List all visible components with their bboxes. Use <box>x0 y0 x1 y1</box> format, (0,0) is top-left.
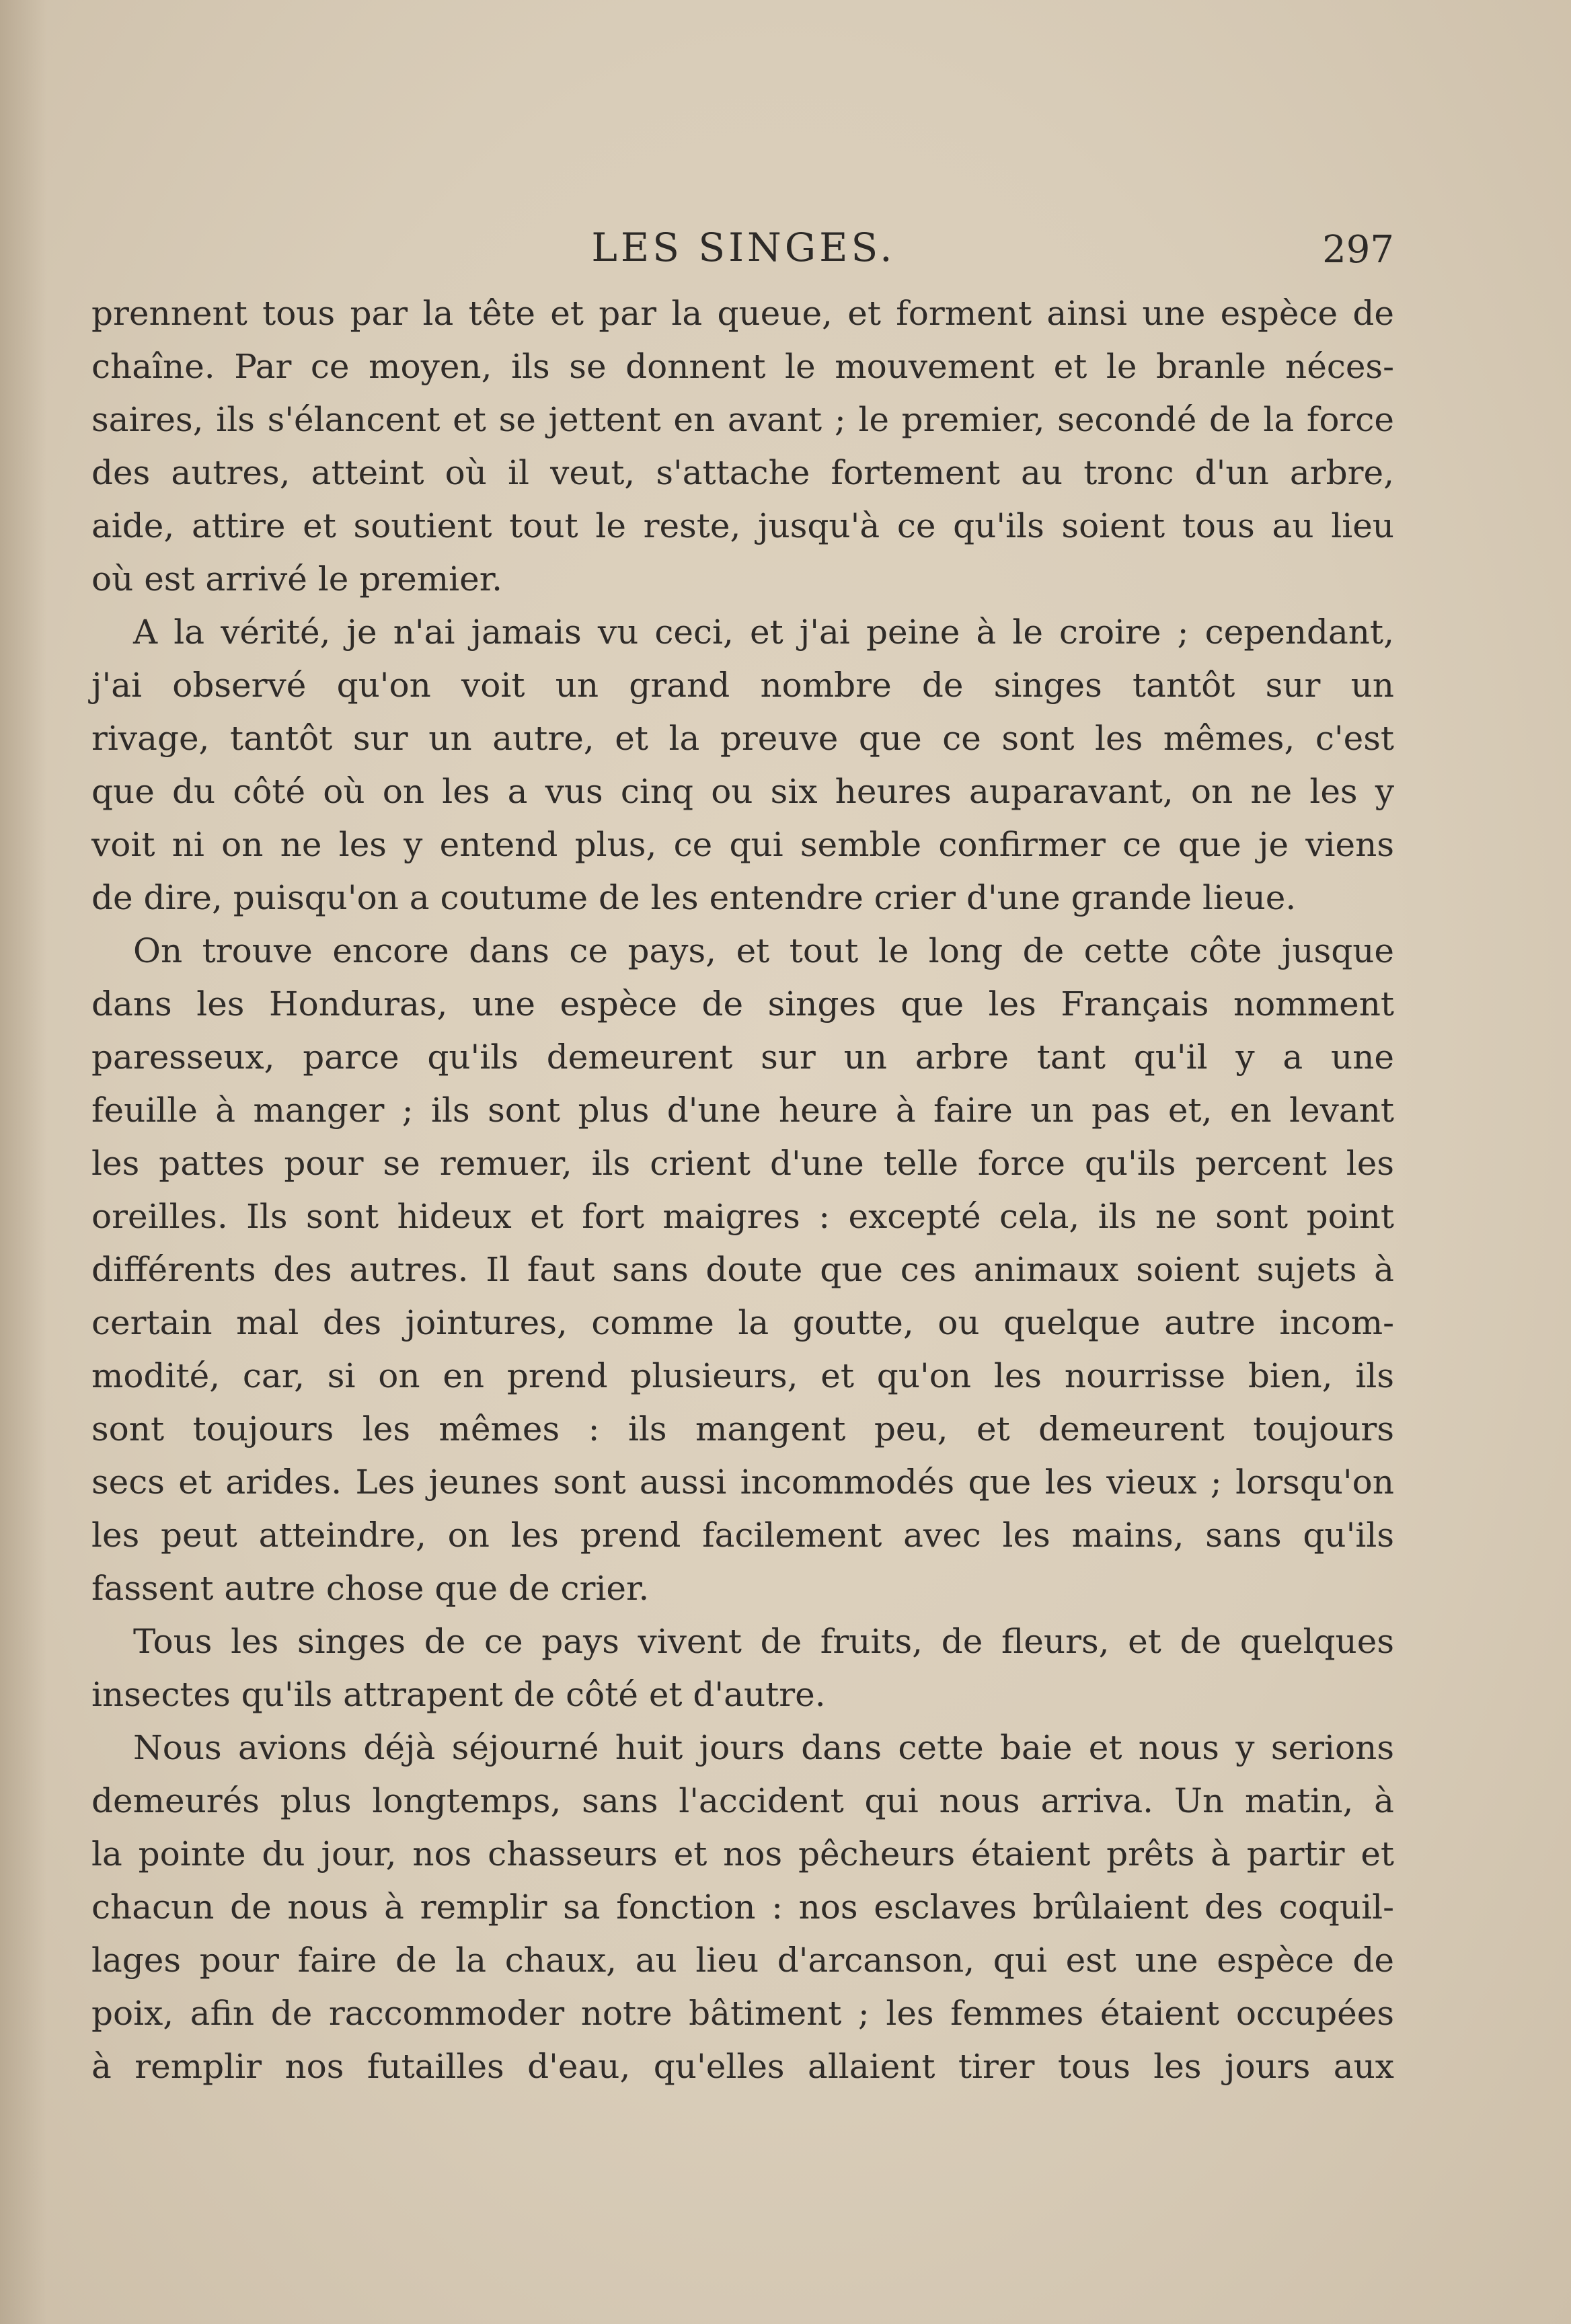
text-line: des autres, atteint où il veut, s'attache fortement au tronc d'un arbre, <box>91 453 1394 492</box>
text-line: dans les Honduras, une espèce de singes que les Français nomment <box>91 984 1394 1023</box>
text-line: les peut atteindre, on les prend facilement avec les mains, sans qu'ils <box>91 1516 1394 1555</box>
text-line: prennent tous par la tête et par la queue, et forment ainsi une espèce de <box>91 294 1394 333</box>
paragraph <box>91 1615 1394 1721</box>
text-line: rivage, tantôt sur un autre, et la preuve que ce sont les mêmes, c'est <box>91 719 1394 758</box>
text-line: modité, car, si on en prend plusieurs, et qu'on les nourrisse bien, ils <box>91 1356 1394 1395</box>
text-line: que du côté où on les a vus cinq ou six heures auparavant, on ne les y <box>91 772 1394 811</box>
text-line: voit ni on ne les y entend plus, ce qui semble confirmer ce que je viens <box>91 825 1394 864</box>
text-line: certain mal des jointures, comme la goutte, ou quelque autre incom- <box>91 1303 1394 1342</box>
text-line: On trouve encore dans ce pays, et tout le long de cette côte jusque <box>133 931 1394 970</box>
text-line: sont toujours les mêmes : ils mangent peu, et demeurent toujours <box>91 1409 1394 1448</box>
text-line: oreilles. Ils sont hideux et fort maigres : excepté cela, ils ne sont point <box>91 1197 1394 1236</box>
text-line: secs et arides. Les jeunes sont aussi incommodés que les vieux ; lorsqu'on <box>91 1463 1394 1502</box>
text-line: demeurés plus longtemps, sans l'accident qui nous arriva. Un matin, à <box>91 1781 1394 1820</box>
text-line: où est arrivé le premier. <box>91 559 503 598</box>
paragraph <box>91 925 1394 1615</box>
text-line: la pointe du jour, nos chasseurs et nos pêcheurs étaient prêts à partir et <box>91 1834 1394 1873</box>
text-line: Tous les singes de ce pays vivent de fruits, de fleurs, et de quelques <box>133 1622 1394 1661</box>
text-line: à remplir nos futailles d'eau, qu'elles allaient tirer tous les jours aux <box>91 2047 1394 2086</box>
text-line: insectes qu'ils attrapent de côté et d'autre. <box>91 1675 826 1714</box>
paragraph <box>91 606 1394 925</box>
text-line: A la vérité, je n'ai jamais vu ceci, et j'ai peine à le croire ; cependant, <box>133 613 1394 652</box>
text-line: lages pour faire de la chaux, au lieu d'arcanson, qui est une espèce de <box>91 1941 1394 1980</box>
text-line: j'ai observé qu'on voit un grand nombre de singes tantôt sur un <box>91 666 1394 705</box>
text-line: aide, attire et soutient tout le reste, jusqu'à ce qu'ils soient tous au lieu <box>91 506 1394 545</box>
paragraph <box>91 287 1394 606</box>
text-line: chaîne. Par ce moyen, ils se donnent le mouvement et le branle néces- <box>91 347 1394 386</box>
body-text <box>91 287 1394 2093</box>
text-line: fassent autre chose que de crier. <box>91 1569 650 1608</box>
text-line: saires, ils s'élancent et se jettent en avant ; le premier, secondé de la force <box>91 400 1394 439</box>
page-number: 297 <box>1322 228 1394 272</box>
text-line: différents des autres. Il faut sans doute que ces animaux soient sujets à <box>91 1250 1394 1289</box>
page-gutter-shadow <box>0 0 47 2324</box>
text-line: feuille à manger ; ils sont plus d'une heure à faire un pas et, en levant <box>91 1091 1394 1130</box>
running-head: LES SINGES. <box>591 225 896 270</box>
text-line: poix, afin de raccommoder notre bâtiment ; les femmes étaient occupées <box>91 1994 1394 2033</box>
text-line: de dire, puisqu'on a coutume de les entendre crier d'une grande lieue. <box>91 878 1297 917</box>
text-line: paresseux, parce qu'ils demeurent sur un arbre tant qu'il y a une <box>91 1038 1394 1077</box>
text-line: les pattes pour se remuer, ils crient d'une telle force qu'ils percent les <box>91 1144 1394 1183</box>
paragraph <box>91 1721 1394 2093</box>
text-line: Nous avions déjà séjourné huit jours dans cette baie et nous y serions <box>133 1728 1394 1767</box>
page-header <box>93 221 1394 274</box>
text-line: chacun de nous à remplir sa fonction : nos esclaves brûlaient des coquil- <box>91 1888 1394 1927</box>
